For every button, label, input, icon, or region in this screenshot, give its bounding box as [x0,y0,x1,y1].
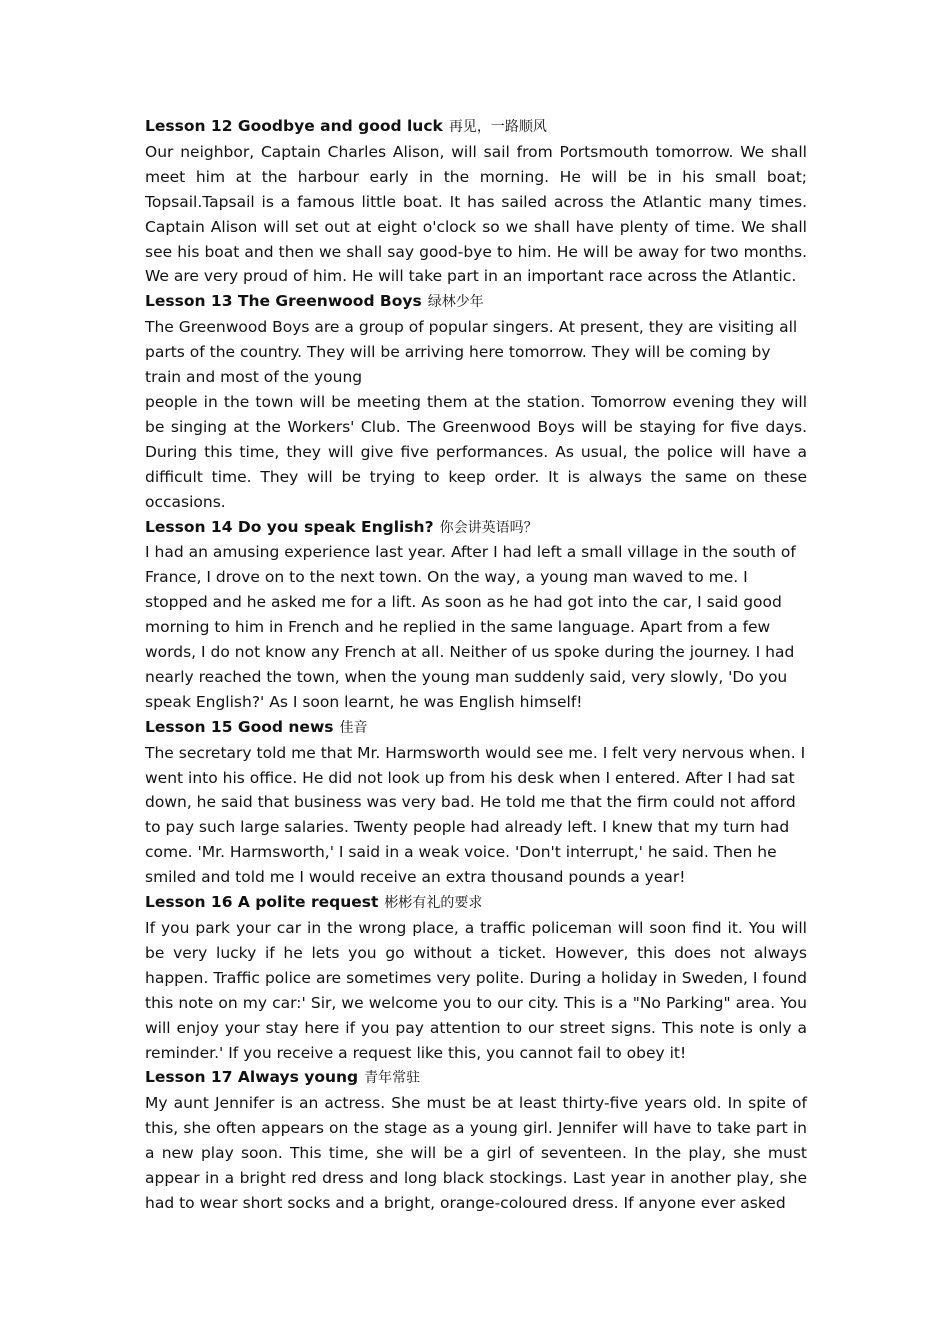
lesson-paragraph: The secretary told me that Mr. Harmsworth would see me. I felt very nervous when. I went into his office. He did not look up from his desk when I entered. After I had sat down, he said that business was very bad. He told me that the firm could not afford to pay such large salaries. Twenty people had already left. I knew that my turn had come. 'Mr. Harmsworth,' I said in a weak voice. 'Don't interrupt,' he said. Then he smiled and told me I would receive an extra thousand pounds a year! [145,743,806,887]
lesson-paragraph: I had an amusing experience last year. After I had left a small village in the south of France, I drove on to the next town. On the way, a young man waved to me. I stopped and he asked me for a lift. As soon as he had got into the car, I said good morning to him in French and he replied in the same language. Apart from a few words, I do not know any French at all. Neither of us spoke during the journey. I had nearly reached the town, when the young man suddenly said, very slowly, 'Do you speak English?' As I soon learnt, he was English himself! [145,543,796,711]
lesson-13 [145,289,807,514]
lesson-15 [145,715,807,890]
lesson-title-en: Lesson 17 Always young [145,1068,359,1087]
lesson-title-en: Lesson 13 The Greenwood Boys [145,292,422,311]
lesson-title [145,1065,807,1091]
lesson-title-cn: 青年常驻 [364,1070,421,1087]
lesson-17 [145,1065,807,1215]
lesson-title-en: Lesson 12 Goodbye and good luck [145,117,443,135]
lesson-title [145,114,807,140]
lesson-title-en: Lesson 14 Do you speak English? [145,517,434,536]
lesson-paragraph: The Greenwood Boys are a group of popular singers. At present, they are visiting all parts of the country. They will be arriving here tomorrow. They will be coming by train and most of the young [145,318,798,387]
document-page [145,114,807,1216]
lesson-title-cn: 再见，一路顺风 [448,119,547,135]
lesson-title-cn: 彬彬有礼的要求 [384,895,483,912]
lesson-title-cn: 绿林少年 [427,294,484,311]
lesson-paragraph: My aunt Jennifer is an actress. She must be at least thirty-five years old. In spite of this, she often appears on the stage as a young girl. Jennifer will have to take part in a new play soon. This time, she will be a girl of seventeen. In the play, she must appear in a bright red dress and long black stockings. Last year in another play, she had to wear short socks and a bright, orange-coloured dress. If anyone ever asked [145,1094,807,1212]
lesson-12 [145,114,807,289]
lesson-title-cn: 佳音 [339,719,368,736]
lesson-paragraph: Our neighbor, Captain Charles Alison, will sail from Portsmouth tomorrow. We shall meet him at the harbour early in the morning. He will be in his small boat; Topsail.Tapsail is a famous little boat. It has sailed across the Atlantic many times. Captain Alison will set out at eight o'clock so we shall have plenty of time. We shall see his boat and then we shall say good-bye to him. He will be away for two months. We are very proud of him. He will take part in an important race across the Atlantic. [145,142,807,286]
lesson-14 [145,515,807,715]
lesson-title [145,890,807,916]
lesson-title [145,515,807,541]
lesson-paragraph: people in the town will be meeting them at the station. Tomorrow evening they will be singing at the Workers' Club. The Greenwood Boys will be staying for five days. During this time, they will give five performances. As usual, the police will have a difficult time. They will be trying to keep order. It is always the same on these occasions. [145,392,807,511]
lesson-16 [145,890,807,1065]
lesson-title-en: Lesson 16 A polite request [145,893,379,912]
lesson-paragraph: If you park your car in the wrong place, a traffic policeman will soon find it. You will be very lucky if he lets you go without a ticket. However, this does not always happen. Traffic police are sometimes very polite. During a holiday in Sweden, I found this note on my car:' Sir, we welcome you to our city. This is a "No Parking" area. You will enjoy your stay here if you pay attention to our street signs. This note is only a reminder.' If you receive a request like this, you cannot fail to obey it! [145,919,807,1062]
lesson-title [145,715,807,741]
lesson-title-cn: 你会讲英语吗？ [439,519,538,536]
lesson-title [145,289,807,315]
lesson-title-en: Lesson 15 Good news [145,717,334,736]
